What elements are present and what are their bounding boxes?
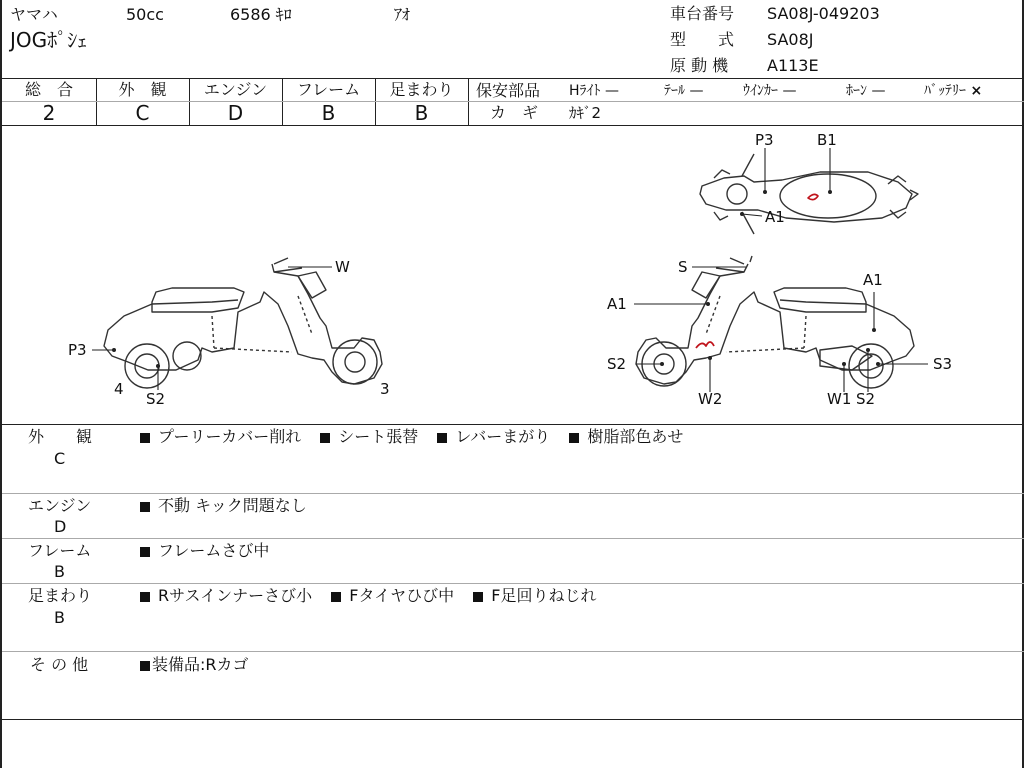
remark-grade-engine: D [54, 517, 67, 536]
type-label: 型 式 [670, 30, 735, 49]
label-left-p3: P3 [68, 341, 87, 359]
damage-mark [808, 194, 818, 199]
grade-value-suspension: B [414, 101, 429, 125]
safety-subdivider [468, 101, 1024, 102]
label-top-a1: A1 [765, 208, 785, 226]
grade-label-exterior: 外 観 [118, 80, 167, 99]
remark-divider [2, 583, 1024, 584]
remark-label-exterior: 外 観 [28, 427, 93, 446]
remark-label-engine: エンジン [28, 496, 92, 515]
remark-items-suspension: Rサスインナーさび小 Fタイヤひび中 F足回りねじれ [140, 587, 610, 605]
label-right-s2-left: S2 [607, 355, 627, 373]
label-left-3: 3 [380, 380, 390, 398]
remark-divider [2, 493, 1024, 494]
header-divider [2, 78, 1024, 79]
grade-value-engine: D [227, 101, 244, 125]
remark-items-other: 装備品:Rカゴ [140, 656, 263, 674]
label-right-a1-left: A1 [607, 295, 627, 313]
label-right-w2: W2 [698, 390, 723, 408]
label-right-s: S [678, 258, 688, 276]
remark-label-suspension: 足まわり [28, 586, 93, 605]
remark-grade-exterior: C [54, 449, 66, 468]
label-top-p3: P3 [755, 131, 774, 149]
grade-label-suspension: 足まわり [389, 80, 454, 99]
label-left-4: 4 [114, 380, 124, 398]
safety-item-tail: ﾃｰﾙ — [664, 83, 704, 99]
label-right-w1: W1 [827, 390, 852, 408]
frame-no-value: SA08J-049203 [767, 4, 880, 23]
scooter-top-view [700, 154, 918, 234]
remark-grade-suspension: B [54, 608, 65, 627]
frame-no-label: 車台番号 [670, 4, 735, 23]
maker-name: ヤマハ [10, 5, 58, 24]
type-value: SA08J [767, 30, 814, 49]
safety-item-battery: ﾊﾞｯﾃﾘｰ × [924, 83, 983, 99]
safety-label: 保安部品 [476, 81, 541, 100]
safety-item-headlight: Hﾗｲﾄ — [569, 83, 619, 99]
remark-items-exterior: プーリーカバー削れ シート張替 レバーまがり 樹脂部色あせ [140, 428, 697, 446]
remark-divider [2, 651, 1024, 652]
displacement: 50cc [126, 5, 164, 24]
label-right-s3: S3 [933, 355, 953, 373]
scooter-diagrams [2, 126, 1024, 424]
label-top-b1: B1 [817, 131, 837, 149]
model-name: JOGﾎﾟｼｪ [10, 28, 88, 52]
grade-value-exterior: C [135, 101, 150, 125]
mileage: 6586 ｷﾛ [230, 5, 292, 24]
grade-label-overall: 総 合 [24, 80, 73, 99]
engine-value: A113E [767, 56, 819, 75]
remark-items-frame: フレームさび中 [140, 542, 283, 560]
safety-item-horn: ﾎｰﾝ — [846, 83, 886, 99]
engine-label: 原 動 機 [670, 56, 729, 75]
key-value: ｶｷﾞ2 [569, 104, 602, 122]
remark-divider [2, 538, 1024, 539]
label-right-a1-right: A1 [863, 271, 883, 289]
label-left-s2: S2 [146, 390, 166, 408]
grade-label-frame: フレーム [296, 80, 361, 99]
damage-mark [696, 342, 714, 348]
key-label: カ ギ [490, 103, 539, 122]
remark-items-engine: 不動 キック問題なし [140, 497, 321, 515]
label-right-s2-right: S2 [856, 390, 876, 408]
grade-label-engine: エンジン [203, 80, 268, 99]
remark-label-other: そ の 他 [30, 655, 89, 674]
remarks-bottom-divider [2, 719, 1024, 720]
grade-value-frame: B [321, 101, 336, 125]
label-left-w: W [335, 258, 350, 276]
body-color: ｱｵ [394, 5, 411, 24]
remark-grade-frame: B [54, 562, 65, 581]
safety-item-winker: ｳｲﾝｶｰ — [743, 83, 797, 99]
grade-value-overall: 2 [42, 101, 56, 125]
remark-label-frame: フレーム [28, 541, 92, 560]
scooter-left-view [104, 258, 382, 388]
diagram-bottom-divider [2, 424, 1024, 425]
